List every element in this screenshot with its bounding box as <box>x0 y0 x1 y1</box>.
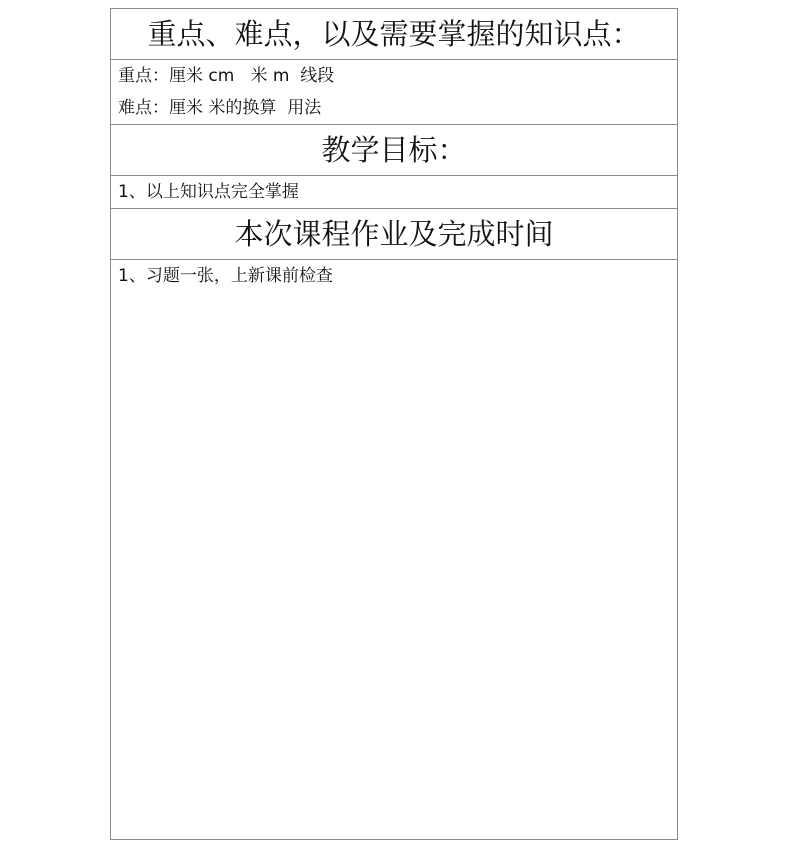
goals-heading <box>111 125 677 176</box>
homework-heading-text: 本次课程作业及完成时间 <box>234 217 554 251</box>
key-point-line: 重点：厘米 cm 米 m 线段 <box>118 66 335 86</box>
homework-cell <box>111 260 677 839</box>
homework-heading <box>111 209 677 260</box>
difficult-point-line: 难点：厘米 米的换算 用法 <box>118 98 322 118</box>
key-points-heading <box>111 9 677 60</box>
homework-item: 1、习题一张，上新课前检查 <box>118 266 333 286</box>
goals-cell <box>111 176 677 209</box>
key-points-heading-text: 重点、难点，以及需要掌握的知识点： <box>147 17 641 51</box>
goals-heading-text: 教学目标： <box>321 133 467 167</box>
lesson-plan-table <box>110 8 678 840</box>
goal-item: 1、以上知识点完全掌握 <box>118 182 299 202</box>
key-points-cell <box>111 60 677 125</box>
